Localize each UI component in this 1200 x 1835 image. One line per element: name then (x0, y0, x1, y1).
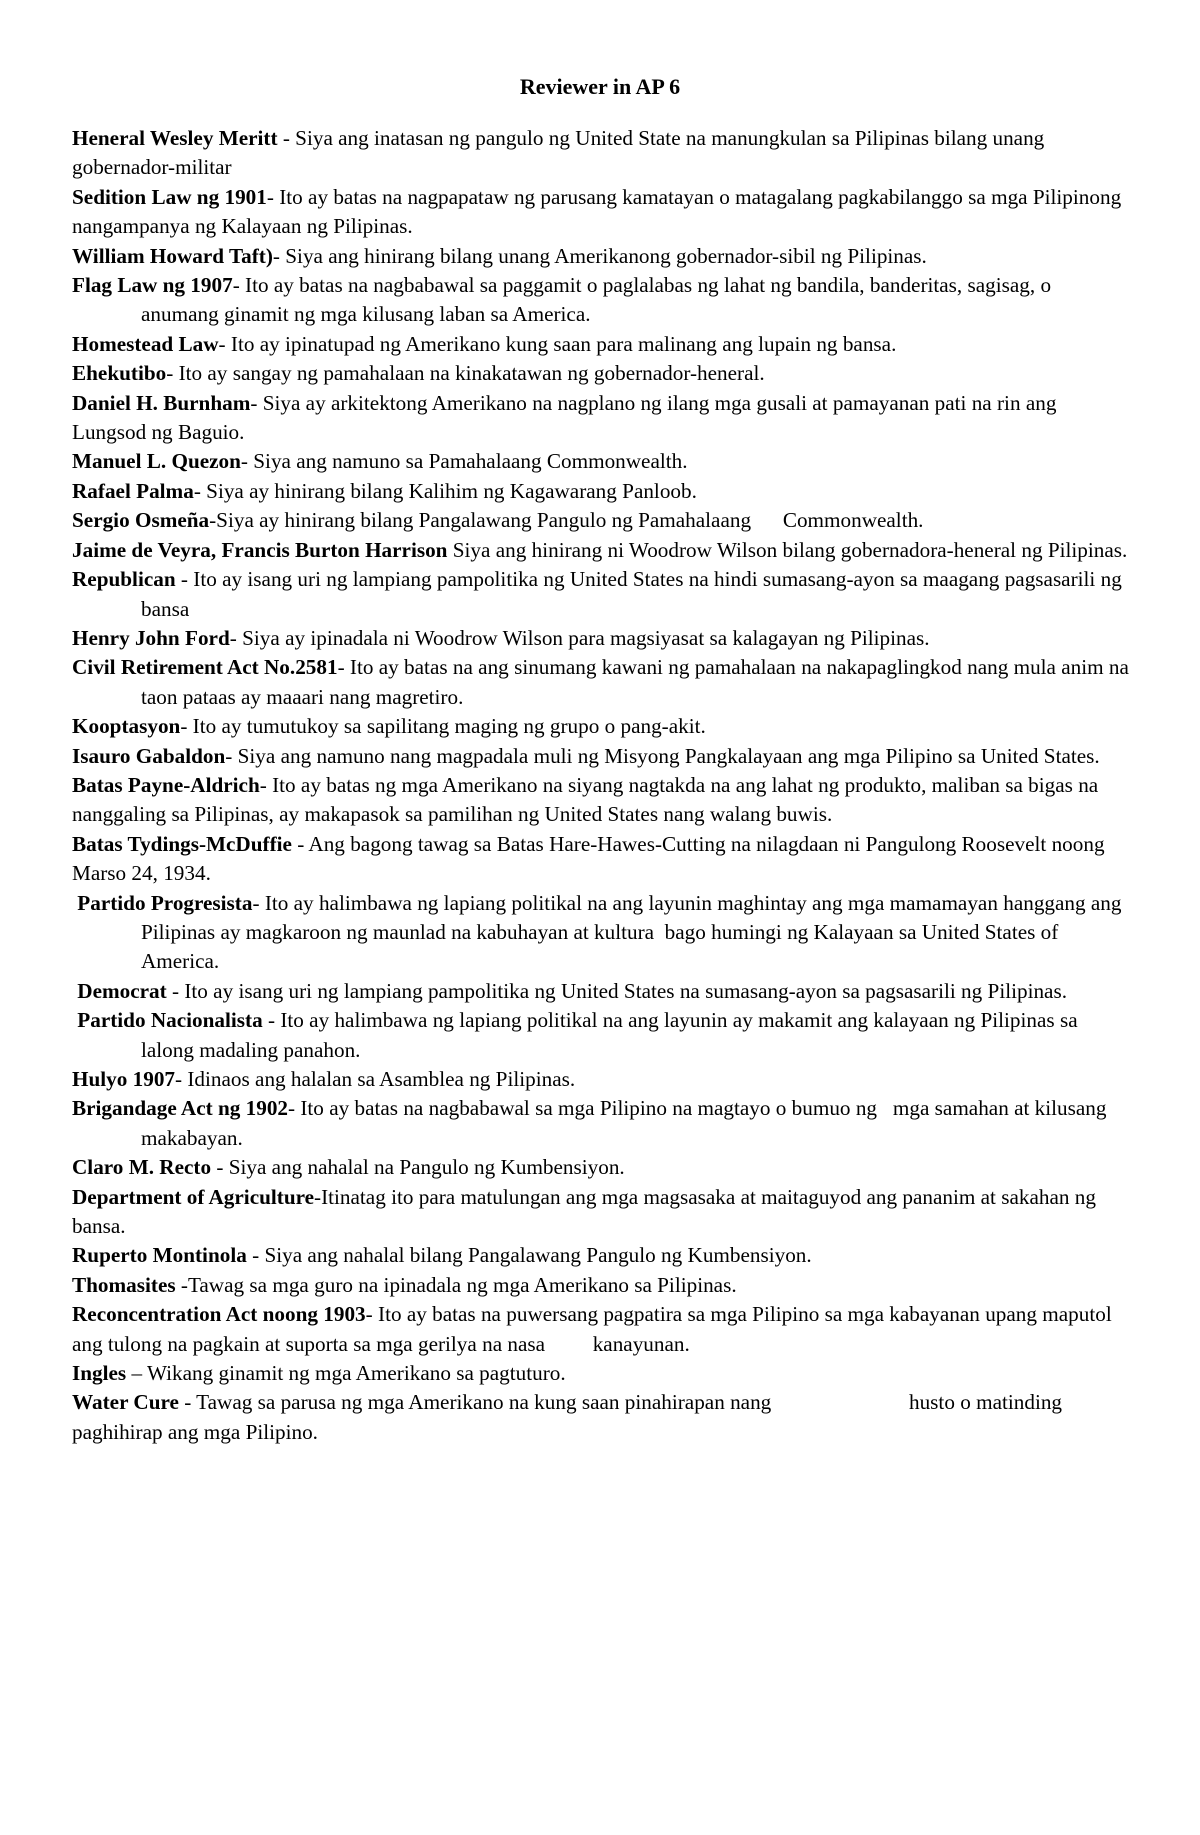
entry-term: Rafael Palma (72, 478, 194, 503)
entry-definition: - Ito ay batas na puwersang pagpatira sa mga Pilipino sa mga kabayanan upang maputol ang tulong na pagkain at suporta sa mga gerilya na nasa kanayunan. (72, 1302, 1118, 1356)
reviewer-entry (72, 977, 1130, 1006)
reviewer-entry (72, 1183, 1130, 1242)
reviewer-entry (72, 447, 1130, 476)
entry-term: Batas Payne-Aldrich (72, 772, 260, 797)
entry-definition: - Siya ang hinirang bilang unang Amerikanong gobernador-sibil ng Pilipinas. (272, 243, 927, 268)
entry-term: Water Cure (72, 1390, 179, 1415)
entry-term: Sergio Osmeña (72, 508, 210, 533)
entry-term: Ingles (72, 1361, 127, 1386)
reviewer-entry (72, 565, 1130, 624)
reviewer-entry (72, 1359, 1130, 1388)
entry-term: Reconcentration Act noong 1903 (72, 1302, 366, 1327)
entry-term: Batas Tydings-McDuffie (72, 831, 292, 856)
entry-definition: - Ito ay batas na nagpapataw ng parusang kamatayan o matagalang pagkabilanggo sa mga Pilipinong nangampanya ng Kalayaan ng Pilipinas. (72, 184, 1127, 239)
entry-definition: - Siya ang nahalal bilang Pangalawang Pangulo ng Kumbensiyon. (246, 1243, 812, 1268)
entry-definition: - Tawag sa parusa ng mga Amerikano na kung saan pinahirapan nang husto o matinding paghihirap ang mga Pilipino. (72, 1390, 1068, 1444)
reviewer-entry (72, 1065, 1130, 1094)
entry-term: Hulyo 1907 (72, 1067, 176, 1091)
reviewer-entry (72, 477, 1130, 506)
reviewer-entry (72, 506, 1130, 535)
entry-term: Jaime de Veyra, Francis Burton Harrison (72, 537, 448, 562)
entry-term: Thomasites (72, 1272, 176, 1297)
reviewer-entry (72, 830, 1130, 889)
entry-definition: - Siya ang nahalal na Pangulo ng Kumbensiyon. (211, 1155, 625, 1180)
entry-definition: - Ito ay isang uri ng lampiang pampolitika ng United States na sumasang-ayon sa pagsasarili ng Pilipinas. (166, 978, 1068, 1003)
entry-term: Democrat (72, 978, 167, 1003)
reviewer-entry (72, 124, 1130, 183)
reviewer-entry (72, 653, 1135, 712)
entry-term: Henry John Ford (72, 625, 230, 650)
reviewer-entry (72, 359, 1130, 388)
reviewer-entry (72, 1094, 1130, 1153)
page-title: Reviewer in AP 6 (519, 74, 681, 99)
reviewer-entry (72, 1271, 1130, 1300)
reviewer-entry (72, 183, 1130, 242)
reviewer-entry (72, 1388, 1130, 1447)
entry-definition: -Siya ay hinirang bilang Pangalawang Pangulo ng Pamahalaang Commonwealth. (209, 508, 924, 533)
entry-term: Sedition Law ng 1901 (72, 184, 267, 209)
entry-definition: - Siya ang namuno sa Pamahalaang Commonwealth. (240, 449, 688, 474)
reviewer-entry (72, 771, 1130, 830)
entry-term: Homestead Law (72, 331, 219, 356)
entry-term: Brigandage Act ng 1902 (72, 1096, 289, 1121)
reviewer-entries (72, 124, 1135, 1447)
entry-definition: - Siya ang inatasan ng pangulo ng United State na manungkulan sa Pilipinas bilang unang gobernador-militar (72, 126, 1050, 180)
entry-term: Heneral Wesley Meritt (72, 126, 278, 150)
reviewer-entry (72, 742, 1130, 771)
entry-definition: -Itinatag ito para matulungan ang mga magsasaka at maitaguyod ang pananim at sakahan ng bansa. (72, 1184, 1102, 1239)
entry-term: Republican (72, 567, 176, 592)
entry-definition: - Ito ay batas na nagbabawal sa mga Pilipino na magtayo o bumuo ng mga samahan at kilusang makabayan. (141, 1096, 1112, 1150)
entry-term: Department of Agriculture (72, 1184, 315, 1209)
entry-definition: - Ito ay ipinatupad ng Amerikano kung saan para malinang ang lupain ng bansa. (218, 331, 897, 356)
reviewer-entry (72, 1241, 1130, 1270)
entry-definition: - Siya ang namuno nang magpadala muli ng Misyong Pangkalayaan ang mga Pilipino sa United States. (225, 743, 1100, 768)
entry-definition: -Tawag sa mga guro na ipinadala ng mga Amerikano sa Pilipinas. (175, 1272, 737, 1297)
entry-definition: - Ito ay halimbawa ng lapiang politikal na ang layunin maghintay ang mga mamamayan hanggang ang Pilipinas ay magkaroon ng maunlad na kabuhayan at kultura bago humingi ng Kalayaan sa United States of America. (141, 890, 1127, 974)
entry-term: Civil Retirement Act No.2581 (72, 655, 338, 680)
entry-definition: - Ito ay sangay ng pamahalaan na kinakatawan ng gobernador-heneral. (166, 361, 765, 386)
entry-definition: - Ito ay isang uri ng lampiang pampolitika ng United States na hindi sumasang-ayon sa maagang pagsasarili ng bansa (141, 567, 1128, 621)
entry-term: Ehekutibo (72, 361, 167, 386)
entry-term: Isauro Gabaldon (72, 743, 226, 768)
entry-term: William Howard Taft) (72, 243, 273, 268)
reviewer-entry (72, 889, 1130, 977)
reviewer-entry (72, 1006, 1130, 1065)
reviewer-entry (72, 624, 1130, 653)
reviewer-entry (72, 330, 1130, 359)
entry-definition: - Ito ay batas na nagbabawal sa paggamit o paglalabas ng lahat ng bandila, banderitas, sagisag, o anumang ginamit ng mga kilusang laban sa America. (141, 273, 1057, 327)
entry-term: Partido Nacionalista (72, 1008, 263, 1033)
reviewer-entry (72, 242, 1130, 271)
reviewer-entry (72, 536, 1130, 565)
entry-term: Partido Progresista (72, 890, 253, 915)
entry-definition: Siya ang hinirang ni Woodrow Wilson bilang gobernadora-heneral ng Pilipinas. (447, 537, 1128, 562)
entry-term: Manuel L. Quezon (72, 449, 241, 474)
entry-definition: - Ito ay batas ng mga Amerikano na siyang nagtakda na ang lahat ng produkto, maliban sa bigas na nanggaling sa Pilipinas, ay makapasok sa pamilihan ng United States nang walang buwis. (72, 772, 1104, 827)
entry-term: Ruperto Montinola (72, 1243, 247, 1268)
entry-definition: - Siya ay ipinadala ni Woodrow Wilson para magsiyasat sa kalagayan ng Pilipinas. (229, 625, 930, 650)
entry-term: Kooptasyon (72, 714, 181, 739)
entry-definition: – Wikang ginamit ng mga Amerikano sa pagtuturo. (126, 1361, 566, 1386)
entry-definition: - Ito ay batas na ang sinumang kawani ng pamahalaan na nakapaglingkod nang mula anim na taon pataas ay maaari nang magretiro. (141, 655, 1135, 709)
reviewer-entry (72, 1153, 1130, 1182)
entry-term: Daniel H. Burnham (72, 390, 251, 415)
entry-definition: - Ito ay halimbawa ng lapiang politikal na ang layunin ay makamit ang kalayaan ng Pilipinas sa lalong madaling panahon. (141, 1008, 1083, 1062)
entry-definition: - Siya ay hinirang bilang Kalihim ng Kagawarang Panloob. (193, 478, 697, 503)
entry-definition: - Siya ay arkitektong Amerikano na nagplano ng ilang mga gusali at pamayanan pati na rin ang Lungsod ng Baguio. (72, 390, 1062, 445)
reviewer-entry (72, 1300, 1130, 1359)
entry-definition: - Ito ay tumutukoy sa sapilitang maging ng grupo o pang-akit. (180, 714, 706, 739)
entry-term: Claro M. Recto (72, 1155, 212, 1180)
entry-term: Flag Law ng 1907 (72, 273, 233, 298)
reviewer-entry (72, 271, 1130, 330)
reviewer-entry (72, 389, 1130, 448)
entry-definition: - Ang bagong tawag sa Batas Hare-Hawes-Cutting na nilagdaan ni Pangulong Roosevelt noong Marso 24, 1934. (72, 831, 1110, 886)
entry-definition: - Idinaos ang halalan sa Asamblea ng Pilipinas. (175, 1067, 576, 1091)
reviewer-entry (72, 712, 1130, 741)
